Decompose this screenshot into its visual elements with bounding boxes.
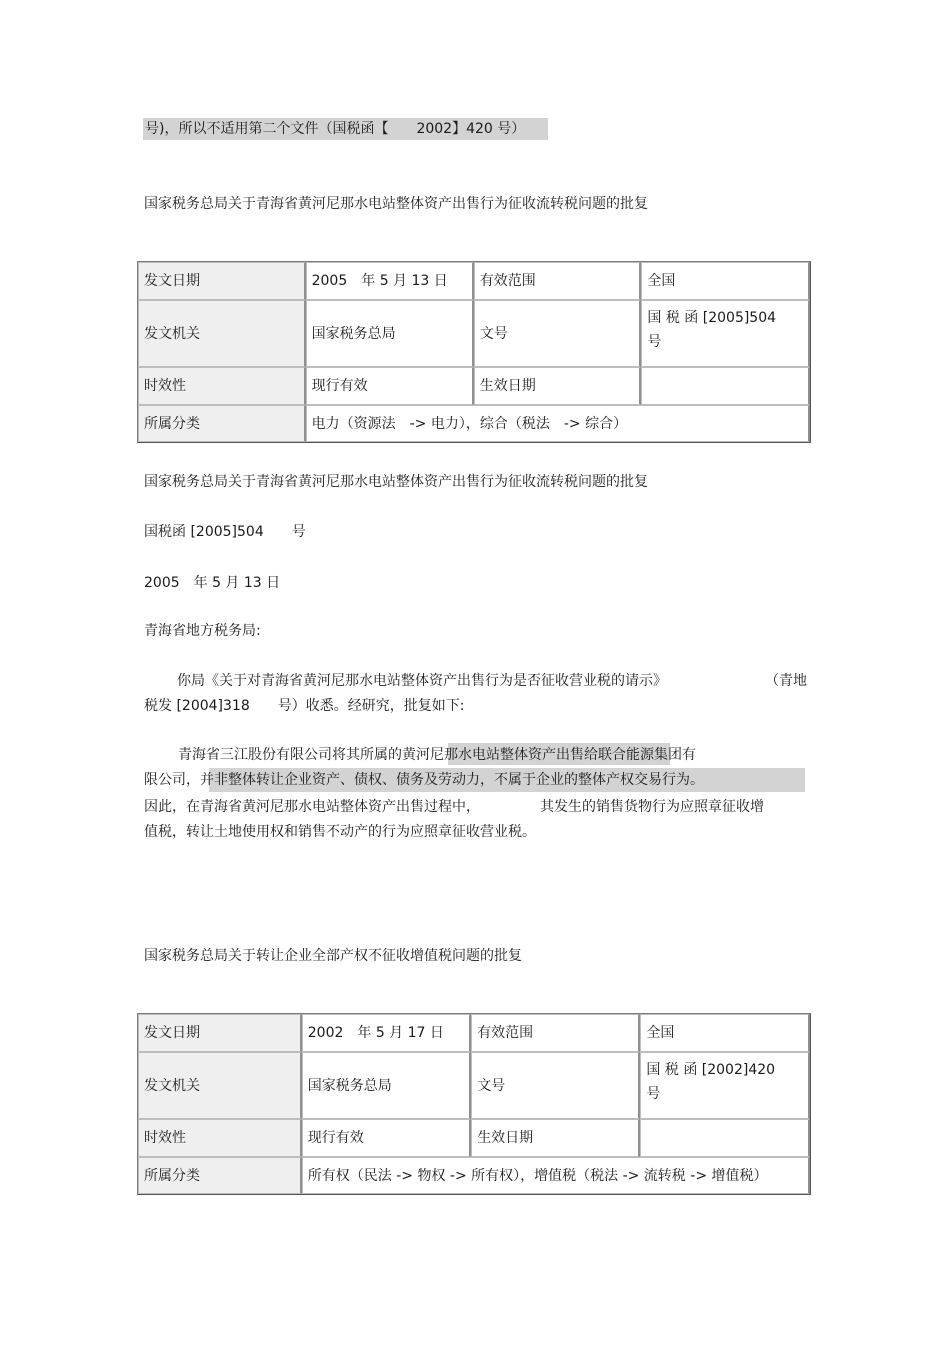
docno-value-line2: 号	[647, 334, 662, 350]
scope-value: 全国	[640, 1014, 810, 1052]
docno-label: 文号	[471, 1052, 640, 1119]
doc1-para2-line3-a: 因此，在青海省黄河尼那水电站整体资产出售过程中，	[144, 799, 480, 815]
doc1-para1-line2: 税发 [2004]318 号）收悉。经研究，批复如下:	[144, 698, 465, 714]
docno-value-line1: 国 税 函 [2005]504	[647, 310, 777, 326]
issuer-label: 发文机关	[138, 300, 306, 367]
docno-value	[641, 300, 810, 367]
doc1-para1-line1-a: 你局《关于对青海省黄河尼那水电站整体资产出售行为是否征收营业税的请示》	[177, 673, 667, 689]
doc1-para2-line2: 限公司，并非整体转让企业资产、债权、债务及劳动力，不属于企业的整体产权交易行为。	[144, 772, 704, 788]
table-row	[138, 1119, 810, 1157]
effective-value	[641, 367, 810, 405]
doc1-title-repeat: 国家税务总局关于青海省黄河尼那水电站整体资产出售行为征收流转税问题的批复	[144, 474, 648, 490]
effective-value	[640, 1119, 810, 1157]
category-label: 所属分类	[138, 1157, 302, 1194]
scope-value: 全国	[641, 262, 810, 300]
doc1-doc-number: 国税函 [2005]504 号	[144, 524, 306, 540]
effective-label: 生效日期	[474, 367, 642, 405]
doc2-heading: 国家税务总局关于转让企业全部产权不征收增值税问题的批复	[144, 948, 522, 964]
table-row	[138, 1014, 810, 1052]
docno-value	[640, 1052, 810, 1119]
doc2-meta-table	[137, 1013, 811, 1195]
scope-label: 有效范围	[471, 1014, 640, 1052]
top-fragment	[143, 118, 548, 140]
date-value: 2005 年 5 月 13 日	[306, 262, 474, 300]
top-fragment-text: 号)，所以不适用第二个文件（国税函【 2002】420 号）	[145, 121, 526, 137]
docno-value-line1: 国 税 函 [2002]420	[646, 1062, 776, 1078]
doc1-heading: 国家税务总局关于青海省黄河尼那水电站整体资产出售行为征收流转税问题的批复	[144, 196, 648, 212]
table-row	[138, 262, 810, 300]
issuer-value: 国家税务总局	[302, 1052, 471, 1119]
category-value: 电力（资源法 -> 电力），综合（税法 -> 综合）	[306, 405, 810, 442]
table-row	[138, 405, 810, 442]
date-label: 发文日期	[138, 262, 306, 300]
date-label: 发文日期	[138, 1014, 302, 1052]
doc1-para2-line1: 青海省三江股份有限公司将其所属的黄河尼那水电站整体资产出售给联合能源集团有	[178, 747, 696, 763]
validity-value: 现行有效	[306, 367, 474, 405]
effective-label: 生效日期	[471, 1119, 640, 1157]
scope-label: 有效范围	[474, 262, 642, 300]
date-value: 2002 年 5 月 17 日	[302, 1014, 471, 1052]
doc1-meta-table	[137, 261, 811, 443]
validity-label: 时效性	[138, 1119, 302, 1157]
doc1-para2-line3-b: 其发生的销售货物行为应照章征收增	[540, 799, 764, 815]
table-row	[138, 1157, 810, 1194]
doc1-para1-line1-b: （青地	[765, 673, 807, 689]
table-row	[138, 300, 810, 367]
docno-label: 文号	[474, 300, 642, 367]
validity-value: 现行有效	[302, 1119, 471, 1157]
category-label: 所属分类	[138, 405, 306, 442]
table-row	[138, 1052, 810, 1119]
doc1-para2-line4: 值税，转让土地使用权和销售不动产的行为应照章征收营业税。	[144, 824, 536, 840]
category-value: 所有权（民法 -> 物权 -> 所有权），增值税（税法 -> 流转税 -> 增值税）	[302, 1157, 810, 1194]
table-row	[138, 367, 810, 405]
validity-label: 时效性	[138, 367, 306, 405]
issuer-label: 发文机关	[138, 1052, 302, 1119]
doc1-date: 2005 年 5 月 13 日	[144, 575, 281, 591]
issuer-value: 国家税务总局	[306, 300, 474, 367]
docno-value-line2: 号	[646, 1086, 661, 1102]
doc1-addressee: 青海省地方税务局:	[144, 623, 261, 639]
